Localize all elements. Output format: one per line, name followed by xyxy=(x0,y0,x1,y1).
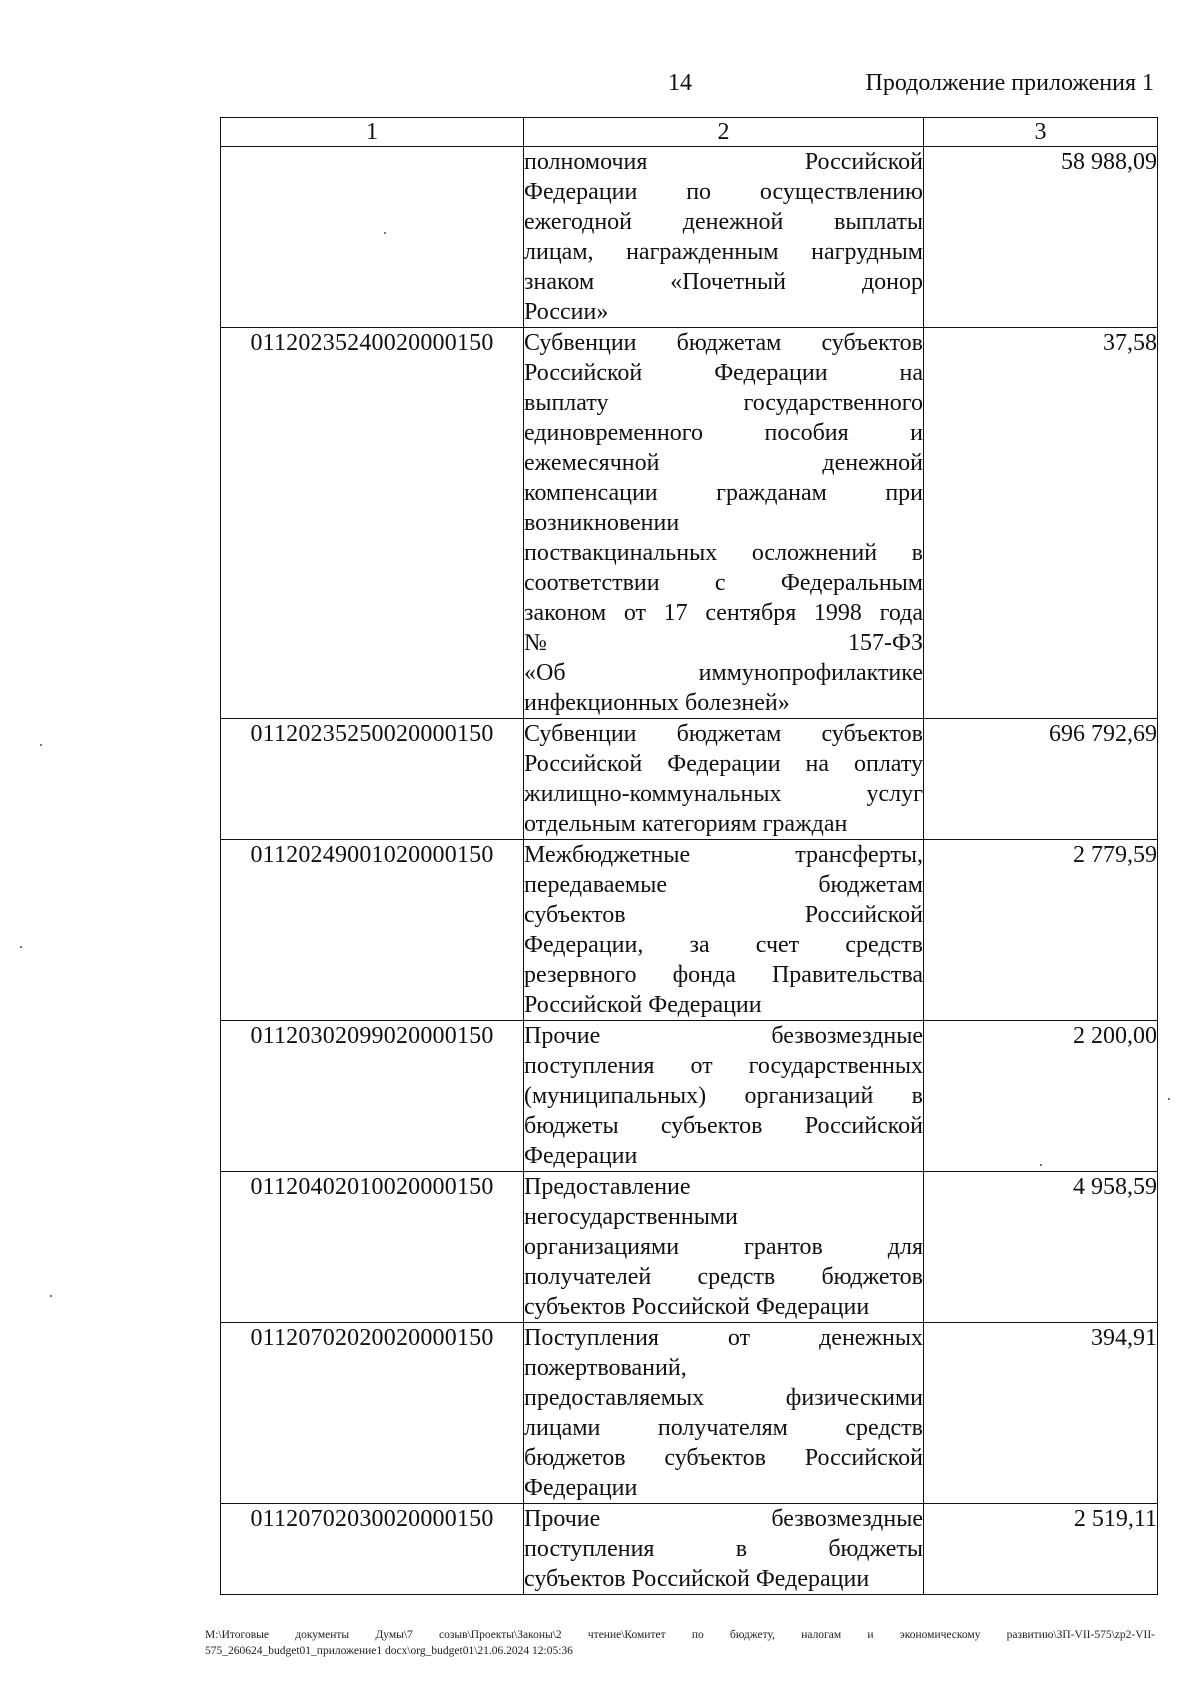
description-cell xyxy=(524,147,924,328)
budget-code-cell: 01120249001020000150 xyxy=(221,840,524,1021)
table-header-row xyxy=(221,118,1158,147)
budget-code-cell: 01120402010020000150 xyxy=(221,1172,524,1323)
table-row xyxy=(221,1504,1158,1595)
budget-code-cell: 01120702020020000150 xyxy=(221,1323,524,1504)
description-line: компенсации гражданам при xyxy=(524,480,923,506)
description-line: Прочие безвозмездные xyxy=(524,1023,923,1049)
budget-code-cell: 01120235250020000150 xyxy=(221,719,524,840)
description-line: соответствии с Федеральным xyxy=(524,570,923,596)
amount-cell: 4 958,59 xyxy=(924,1172,1158,1323)
description-line: единовременного пособия и xyxy=(524,420,923,446)
description-cell xyxy=(524,1323,924,1504)
table-row xyxy=(221,840,1158,1021)
description-line: Федерации xyxy=(524,1475,638,1501)
budget-code-cell: 01120702030020000150 xyxy=(221,1504,524,1595)
description-line: ежегодной денежной выплаты xyxy=(524,209,923,235)
scan-speck xyxy=(384,232,386,234)
budget-code-cell: 01120235240020000150 xyxy=(221,328,524,719)
description-line: Предоставление xyxy=(524,1174,691,1200)
description-line: Российской Федерации на xyxy=(524,360,923,386)
amount-cell: 2 519,11 xyxy=(924,1504,1158,1595)
description-line: субъектов Российской Федерации xyxy=(524,1294,870,1320)
description-line: Прочие безвозмездные xyxy=(524,1506,923,1532)
footer-path-line: 575_260624_budget01_приложение1 docx\org_budget01\21.06.2024 12:05:36 xyxy=(205,1645,573,1657)
description-line: Поступления от денежных xyxy=(524,1325,923,1351)
description-line: отдельным категориям граждан xyxy=(524,811,848,837)
description-cell xyxy=(524,328,924,719)
description-line: ежемесячной денежной xyxy=(524,450,923,476)
amount-cell: 58 988,09 xyxy=(924,147,1158,328)
description-line: поступления от государственных xyxy=(524,1053,923,1079)
description-line: субъектов Российской Федерации xyxy=(524,1566,870,1592)
description-line: передаваемые бюджетам xyxy=(524,872,923,898)
description-cell xyxy=(524,1504,924,1595)
description-cell xyxy=(524,719,924,840)
amount-cell: 37,58 xyxy=(924,328,1158,719)
column-header-2: 2 xyxy=(524,118,924,147)
budget-code-cell xyxy=(221,147,524,328)
column-header-1: 1 xyxy=(221,118,524,147)
page-number: 14 xyxy=(668,70,692,96)
description-line: резервного фонда Правительства xyxy=(524,962,923,988)
description-line: лицам, награжденным нагрудным xyxy=(524,239,923,265)
scan-speck xyxy=(1040,1164,1042,1166)
description-line: (муниципальных) организаций в xyxy=(524,1083,923,1109)
budget-table xyxy=(220,117,1158,1595)
table-row xyxy=(221,719,1158,840)
description-line: бюджеты субъектов Российской xyxy=(524,1113,923,1139)
description-line: предоставляемых физическими xyxy=(524,1385,923,1411)
description-line: получателей средств бюджетов xyxy=(524,1264,923,1290)
description-line: возникновении xyxy=(524,510,680,536)
description-line: законом от 17 сентября 1998 года xyxy=(524,600,923,626)
column-header-3: 3 xyxy=(924,118,1158,147)
budget-code-cell: 01120302099020000150 xyxy=(221,1021,524,1172)
description-line: Субвенции бюджетам субъектов xyxy=(524,721,923,747)
description-line: Российской Федерации на оплату xyxy=(524,751,923,777)
scan-speck xyxy=(20,946,22,948)
description-line: организациями грантов для xyxy=(524,1234,923,1260)
description-line: негосударственными xyxy=(524,1204,738,1230)
description-line: «Об иммунопрофилактике xyxy=(524,660,923,686)
description-cell xyxy=(524,840,924,1021)
scan-speck xyxy=(50,1295,52,1297)
description-line: Федерации, за счет средств xyxy=(524,932,923,958)
description-line: Российской Федерации xyxy=(524,992,762,1018)
scan-speck xyxy=(40,744,42,746)
table-row xyxy=(221,1172,1158,1323)
document-path-footer xyxy=(205,1627,1155,1659)
description-line: Федерации xyxy=(524,1143,638,1169)
table-row xyxy=(221,147,1158,328)
description-line: поступления в бюджеты xyxy=(524,1536,923,1562)
description-line: бюджетов субъектов Российской xyxy=(524,1445,923,1471)
table-body xyxy=(221,147,1158,1595)
table-row xyxy=(221,1323,1158,1504)
description-line: России» xyxy=(524,299,609,325)
description-line: поствакцинальных осложнений в xyxy=(524,540,923,566)
amount-cell: 696 792,69 xyxy=(924,719,1158,840)
description-line: лицами получателям средств xyxy=(524,1415,923,1441)
description-line: жилищно-коммунальных услуг xyxy=(524,781,923,807)
description-line: пожертвований, xyxy=(524,1355,687,1381)
description-line: инфекционных болезней» xyxy=(524,690,790,716)
description-line: знаком «Почетный донор xyxy=(524,269,923,295)
description-cell xyxy=(524,1021,924,1172)
description-line: Федерации по осуществлению xyxy=(524,179,923,205)
footer-path-line: M:\Итоговые документы Думы\7 созыв\Проекты\Законы\2 чтение\Комитет по бюджету, налогам и экономическому развитию\ЗП-VII-575\zp2-VII- xyxy=(205,1629,1155,1641)
description-line: полномочия Российской xyxy=(524,149,923,175)
description-line: Субвенции бюджетам субъектов xyxy=(524,330,923,356)
description-line: выплату государственного xyxy=(524,390,923,416)
scan-speck xyxy=(1168,1098,1170,1100)
description-cell xyxy=(524,1172,924,1323)
amount-cell: 394,91 xyxy=(924,1323,1158,1504)
amount-cell: 2 779,59 xyxy=(924,840,1158,1021)
description-line: субъектов Российской xyxy=(524,902,923,928)
description-line: Межбюджетные трансферты, xyxy=(524,842,923,868)
table-row xyxy=(221,328,1158,719)
continuation-label: Продолжение приложения 1 xyxy=(865,70,1154,96)
description-line: № 157-ФЗ xyxy=(524,630,923,656)
amount-cell: 2 200,00 xyxy=(924,1021,1158,1172)
table-row xyxy=(221,1021,1158,1172)
